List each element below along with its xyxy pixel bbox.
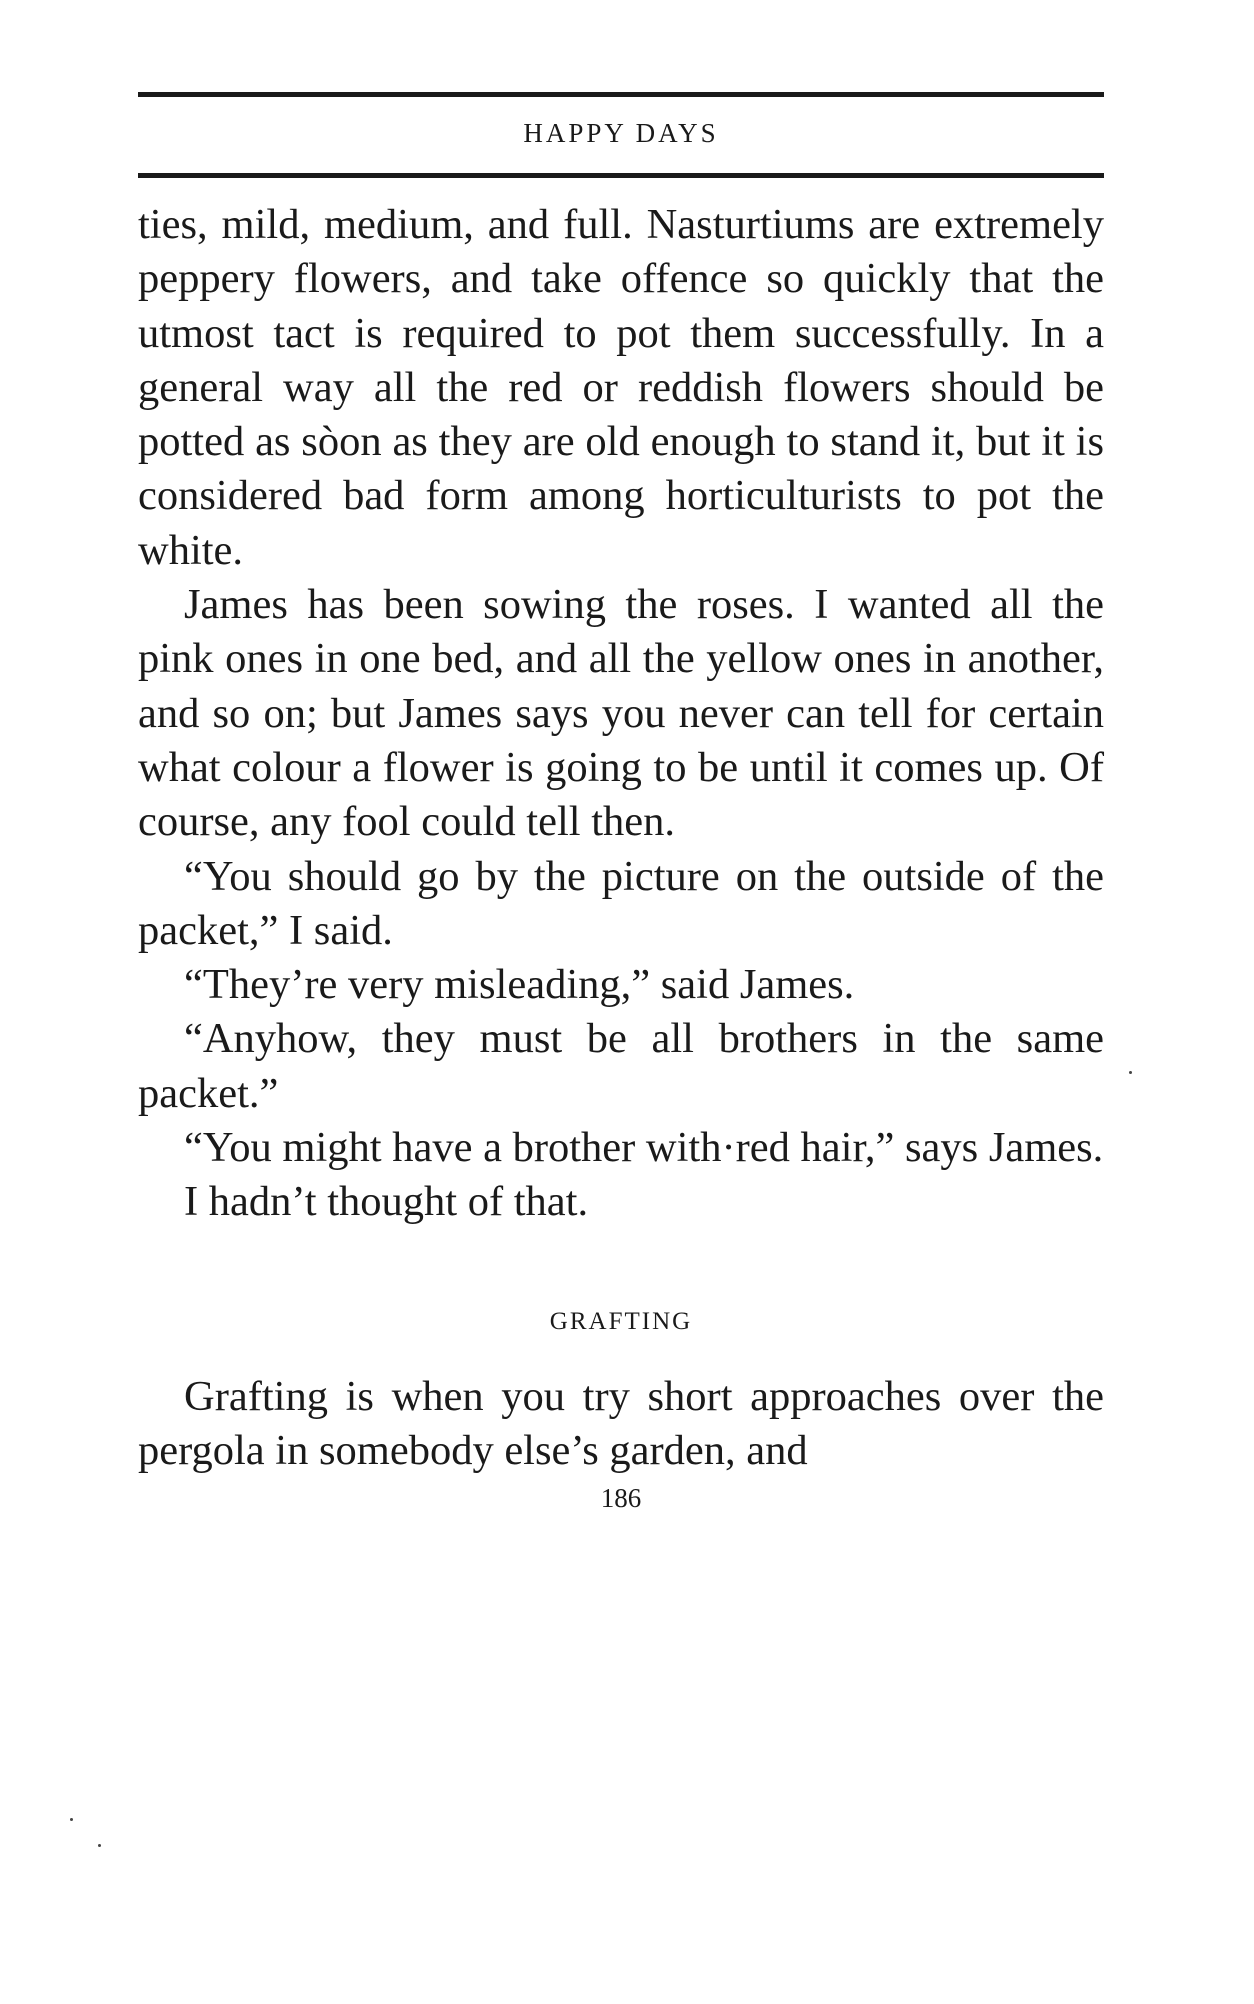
paragraph: “Anyhow, they must be all brothers in the same packet.” — [138, 1015, 1104, 1117]
paragraph: “You should go by the picture on the outside of the packet,” I said. — [138, 852, 1104, 954]
header-rule-top — [138, 92, 1104, 97]
running-head: HAPPY DAYS — [523, 118, 719, 148]
section-heading: GRAFTING — [549, 1307, 693, 1335]
page-number: 186 — [600, 1483, 642, 1514]
header-rule-bottom — [138, 173, 1104, 178]
book-page — [138, 92, 1104, 1516]
paragraph: Grafting is when you try short approaches over the pergola in somebody else’s garden, and — [138, 1372, 1104, 1474]
paragraph: James has been sowing the roses. I wanted all the pink ones in one bed, and all the yellow ones in another, and so on; but James says you never can tell for certain what colour a flower is going to be until it comes up. Of course, any fool could tell then. — [138, 581, 1104, 846]
paper-speck — [1129, 1071, 1132, 1074]
paragraph: I hadn’t thought of that. — [184, 1178, 589, 1226]
paragraph: “You might have a brother with·red hair,” says James. — [184, 1124, 1104, 1172]
paragraph-continued: ties, mild, medium, and full. Nasturtiums are extremely peppery flowers, and take offence so quickly that the utmost tact is required to pot them successfully. In a general way all the red or reddish flowers should be potted as sòon as they are old enough to stand it, but it is considered bad form among horticulturists to pot the white. — [138, 201, 1104, 574]
paper-speck — [70, 1818, 73, 1821]
paper-speck — [98, 1844, 101, 1847]
body-text-section — [138, 1370, 1104, 1479]
paragraph: “They’re very misleading,” said James. — [184, 961, 855, 1009]
body-text — [138, 198, 1104, 1230]
